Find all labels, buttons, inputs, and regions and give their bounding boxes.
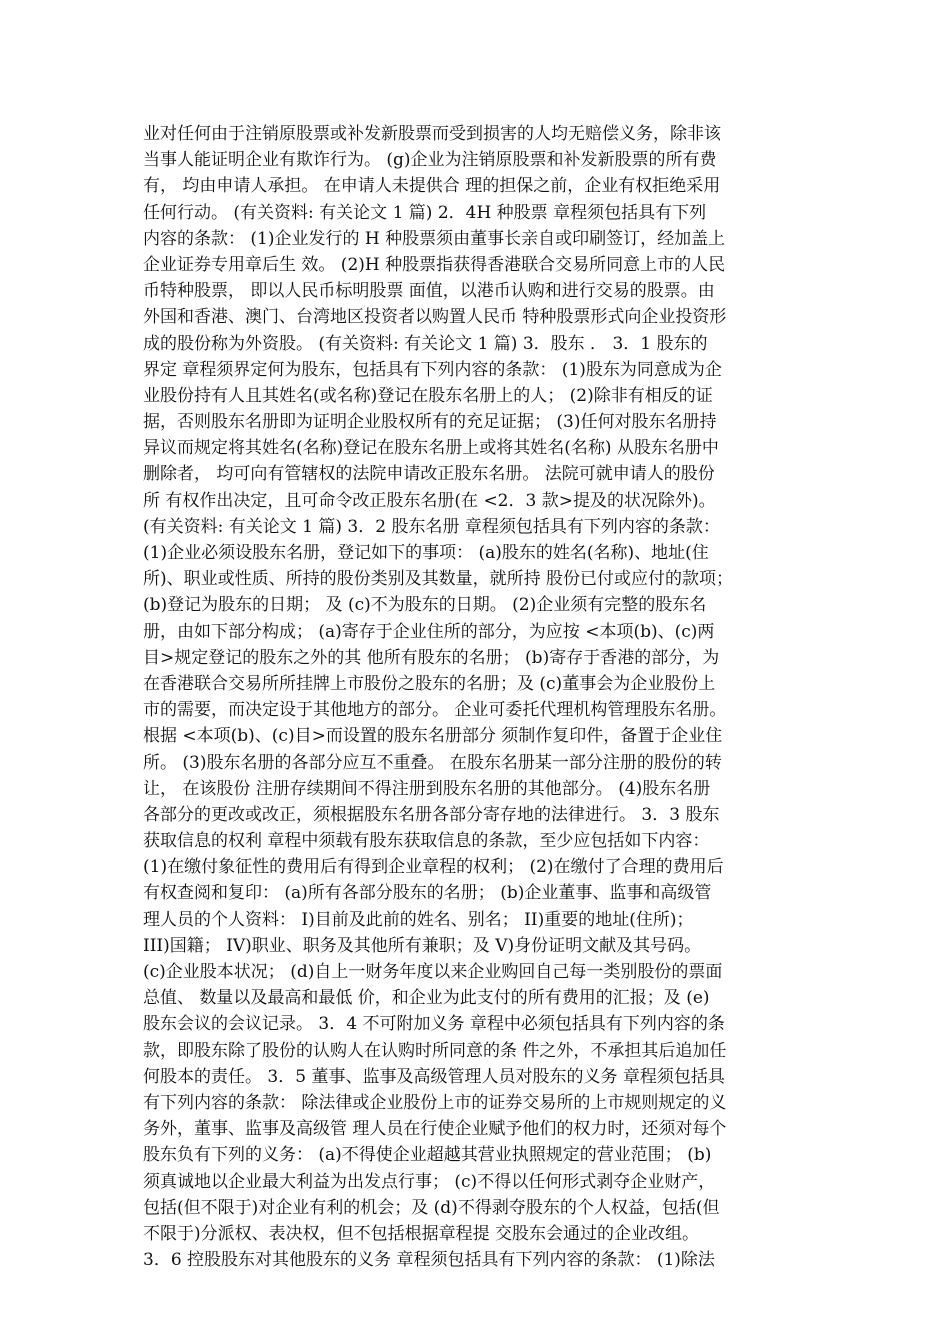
- text-line: (1)企业必须设股东名册，登记如下的事项： (a)股东的姓名(名称)、地址(住: [143, 543, 709, 563]
- document-body: [143, 121, 813, 1273]
- text-line: 根据 <本项(b)、(c)目>而设置的股东名册部分 须制作复印件，备置于企业住: [143, 726, 723, 747]
- text-line: 理人员的个人资料： I)目前及此前的姓名、别名； II)重要的地址(住所)；: [143, 909, 694, 930]
- text-line: 企业证券专用章后生 效。 (2)H 种股票指获得香港联合交易所同意上市的人民: [143, 254, 726, 275]
- text-line: 各部分的更改或改正，须根据股东名册各部分寄存地的法律进行。 3．3 股东: [143, 804, 720, 825]
- text-line: III)国籍； IV)职业、职务及其他所有兼职；及 V)身份证明文献及其号码。: [143, 935, 702, 956]
- text-line: 总值、 数量以及最高和最低 价，和企业为此支付的所有费用的汇报；及 (e): [143, 988, 710, 1009]
- text-line: 删除者， 均可向有管辖权的法院申请改正股东名册。 法院可就申请人的股份: [143, 464, 715, 485]
- text-line: 务外，董事、监事及高级管 理人员在行使企业赋予他们的权力时，还须对每个: [143, 1119, 727, 1140]
- text-line: 所)、职业或性质、所持的股份类别及其数量，就所持 股份已付或应付的款项；: [143, 569, 734, 590]
- text-line: 款，即股东除了股份的认购人在认购时所同意的条 件之外，不承担其后追加任: [143, 1040, 727, 1061]
- text-line: 异议而规定将其姓名(名称)登记在股东名册上或将其姓名(名称) 从股东名册中: [143, 438, 719, 459]
- text-line: 据，否则股东名册即为证明企业股权所有的充足证据； (3)任何对股东名册持: [143, 412, 717, 433]
- text-line: 股东会议的会议记录。 3．4 不可附加义务 章程中必须包括具有下列内容的条: [143, 1014, 725, 1035]
- text-line: 有权查阅和复印： (a)所有各部分股东的名册； (b)企业董事、监事和高级管: [143, 883, 712, 904]
- text-line: 在香港联合交易所所挂牌上市股份之股东的名册；及 (c)董事会为企业股份上: [143, 673, 716, 694]
- text-line: 获取信息的权利 章程中须载有股东获取信息的条款，至少应包括如下内容：: [143, 831, 710, 852]
- text-line: 股东负有下列的义务： (a)不得使企业超越其营业执照规定的营业范围； (b): [143, 1145, 712, 1166]
- text-line: 包括(但不限于)对企业有利的机会；及 (d)不得剥夺股东的个人权益，包括(但: [143, 1197, 720, 1218]
- text-line: (c)企业股本状况； (d)自上一财务年度以来企业购回自己每一类别股份的票面: [143, 962, 723, 982]
- text-line: 有， 均由申请人承担。 在申请人未提供合 理的担保之前，企业有权拒绝采用: [143, 176, 721, 197]
- text-line: 3．6 控股股东对其他股东的义务 章程须包括具有下列内容的条款： (1)除法: [143, 1250, 715, 1271]
- text-line: 任何行动。 (有关资料: 有关论文 1 篇) 2．4H 种股票 章程须包括具有下列: [143, 202, 707, 223]
- text-line: 界定 章程须界定何为股东，包括具有下列内容的条款： (1)股东为同意成为企: [143, 359, 722, 380]
- text-line: 何股本的责任。 3．5 董事、监事及高级管理人员对股东的义务 章程须包括具: [143, 1066, 725, 1087]
- text-line: 当事人能证明企业有欺诈行为。 (g)企业为注销原股票和补发新股票的所有费: [143, 150, 717, 171]
- text-line: 市的需要，而决定设于其他地方的部分。 企业可委托代理机构管理股东名册。: [143, 700, 727, 721]
- text-line: 让， 在该股份 注册存续期间不得注册到股东名册的其他部分。 (4)股东名册: [143, 778, 711, 799]
- text-line: 成的股份称为外资股。 (有关资料: 有关论文 1 篇) 3．股东 ． 3．1 股东的: [143, 333, 708, 354]
- text-line: 内容的条款： (1)企业发行的 H 种股票须由董事长亲自或印刷签订，经加盖上: [143, 228, 726, 249]
- text-line: 业对任何由于注销原股票或补发新股票而受到损害的人均无赔偿义务，除非该: [143, 124, 721, 144]
- text-line: 业股份持有人且其姓名(或名称)登记在股东名册上的人； (2)除非有相反的证: [143, 385, 713, 406]
- text-line: (1)在缴付象征性的费用后有得到企业章程的权利； (2)在缴付了合理的费用后: [143, 857, 724, 878]
- text-line: (b)登记为股东的日期； 及 (c)不为股东的日期。 (2)企业须有完整的股东名: [143, 595, 707, 616]
- text-line: 册，由如下部分构成； (a)寄存于企业住所的部分，为应按 <本项(b)、(c)两: [143, 621, 715, 642]
- text-line: 外国和香港、澳门、台湾地区投资者以购置人民币 特种股票形式向企业投资形: [143, 307, 727, 328]
- text-line: 不限于)分派权、表决权，但不包括根据章程提 交股东会通过的企业改组。: [143, 1223, 700, 1244]
- text-line: (有关资料: 有关论文 1 篇) 3．2 股东名册 章程须包括具有下列内容的条款：: [143, 516, 720, 537]
- text-line: 须真诚地以企业最大利益为出发点行事； (c)不得以任何形式剥夺企业财产，: [143, 1171, 716, 1192]
- text-line: 有下列内容的条款： 除法律或企业股份上市的证券交易所的上市规则规定的义: [143, 1092, 727, 1113]
- text-line: 币特种股票， 即以人民币标明股票 面值，以港币认购和进行交易的股票。由: [143, 281, 715, 302]
- text-line: 所。 (3)股东名册的各部分应互不重叠。 在股东名册某一部分注册的股份的转: [143, 752, 722, 773]
- text-line: 所 有权作出决定，且可命令改正股东名册(在 <2．3 款>提及的状况除外)。: [143, 490, 716, 511]
- text-line: 目>规定登记的股东之外的其 他所有股东的名册； (b)寄存于香港的部分，为: [143, 647, 720, 668]
